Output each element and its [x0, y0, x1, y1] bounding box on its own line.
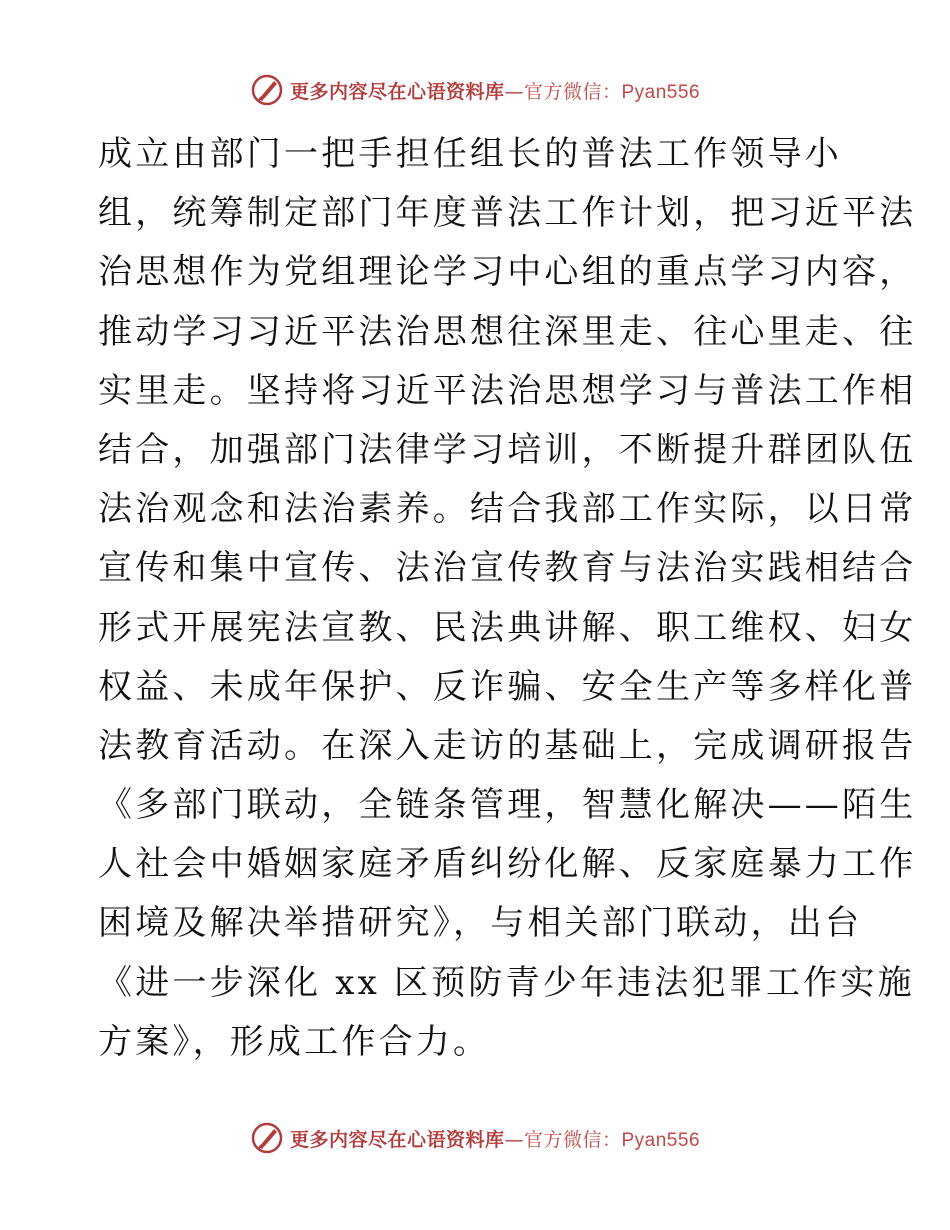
- text-line: 权益、未成年保护、反诈骗、安全生产等多样化普: [98, 666, 917, 707]
- text-line: 结合，加强部门法律学习培训，不断提升群团队伍: [98, 429, 917, 470]
- watermark-separator: —: [504, 80, 524, 103]
- text-line: 实里走。坚持将习近平法治思想学习与普法工作相: [98, 370, 917, 411]
- text-line: 方案》，形成工作合力。: [98, 1021, 491, 1062]
- watermark-wechat-id: Pyan556: [621, 81, 701, 103]
- text-line: 困境及解决举措研究》，与相关部门联动，出台: [98, 903, 863, 944]
- footer-watermark: [0, 1118, 950, 1158]
- text-line: 推动学习习近平法治思想往深里走、往心里走、往: [98, 311, 917, 352]
- watermark-wechat-id: Pyan556: [621, 1129, 701, 1151]
- header-watermark: [0, 70, 950, 110]
- watermark-label: 官方微信：: [523, 80, 622, 103]
- watermark-main-text: 更多内容尽在心语资料库: [289, 80, 505, 103]
- watermark-main-text: 更多内容尽在心语资料库: [289, 1128, 505, 1151]
- watermark-separator: —: [504, 1128, 524, 1151]
- text-line: 人社会中婚姻家庭矛盾纠纷化解、反家庭暴力工作: [98, 844, 917, 885]
- text-line: 法治观念和法治素养。结合我部工作实际，以日常: [98, 489, 917, 530]
- text-line: 《进一步深化 xx 区预防青少年违法犯罪工作实施: [98, 962, 915, 1003]
- document-body: [98, 125, 917, 1072]
- text-line: 治思想作为党组理论学习中心组的重点学习内容，: [98, 252, 917, 293]
- text-line: 形式开展宪法宣教、民法典讲解、职工维权、妇女: [98, 607, 917, 648]
- text-line: 组，统筹制定部门年度普法工作计划，把习近平法: [98, 193, 917, 234]
- feather-pen-logo-icon: [250, 1121, 284, 1155]
- feather-pen-logo-icon: [250, 73, 284, 107]
- text-line: 成立由部门一把手担任组长的普法工作领导小: [98, 134, 842, 174]
- text-line: 《多部门联动，全链条管理，智慧化解决——陌生: [98, 785, 917, 826]
- text-line: 宣传和集中宣传、法治宣传教育与法治实践相结合: [98, 548, 917, 589]
- watermark-label: 官方微信：: [523, 1128, 622, 1151]
- text-line: 法教育活动。在深入走访的基础上，完成调研报告: [98, 725, 917, 766]
